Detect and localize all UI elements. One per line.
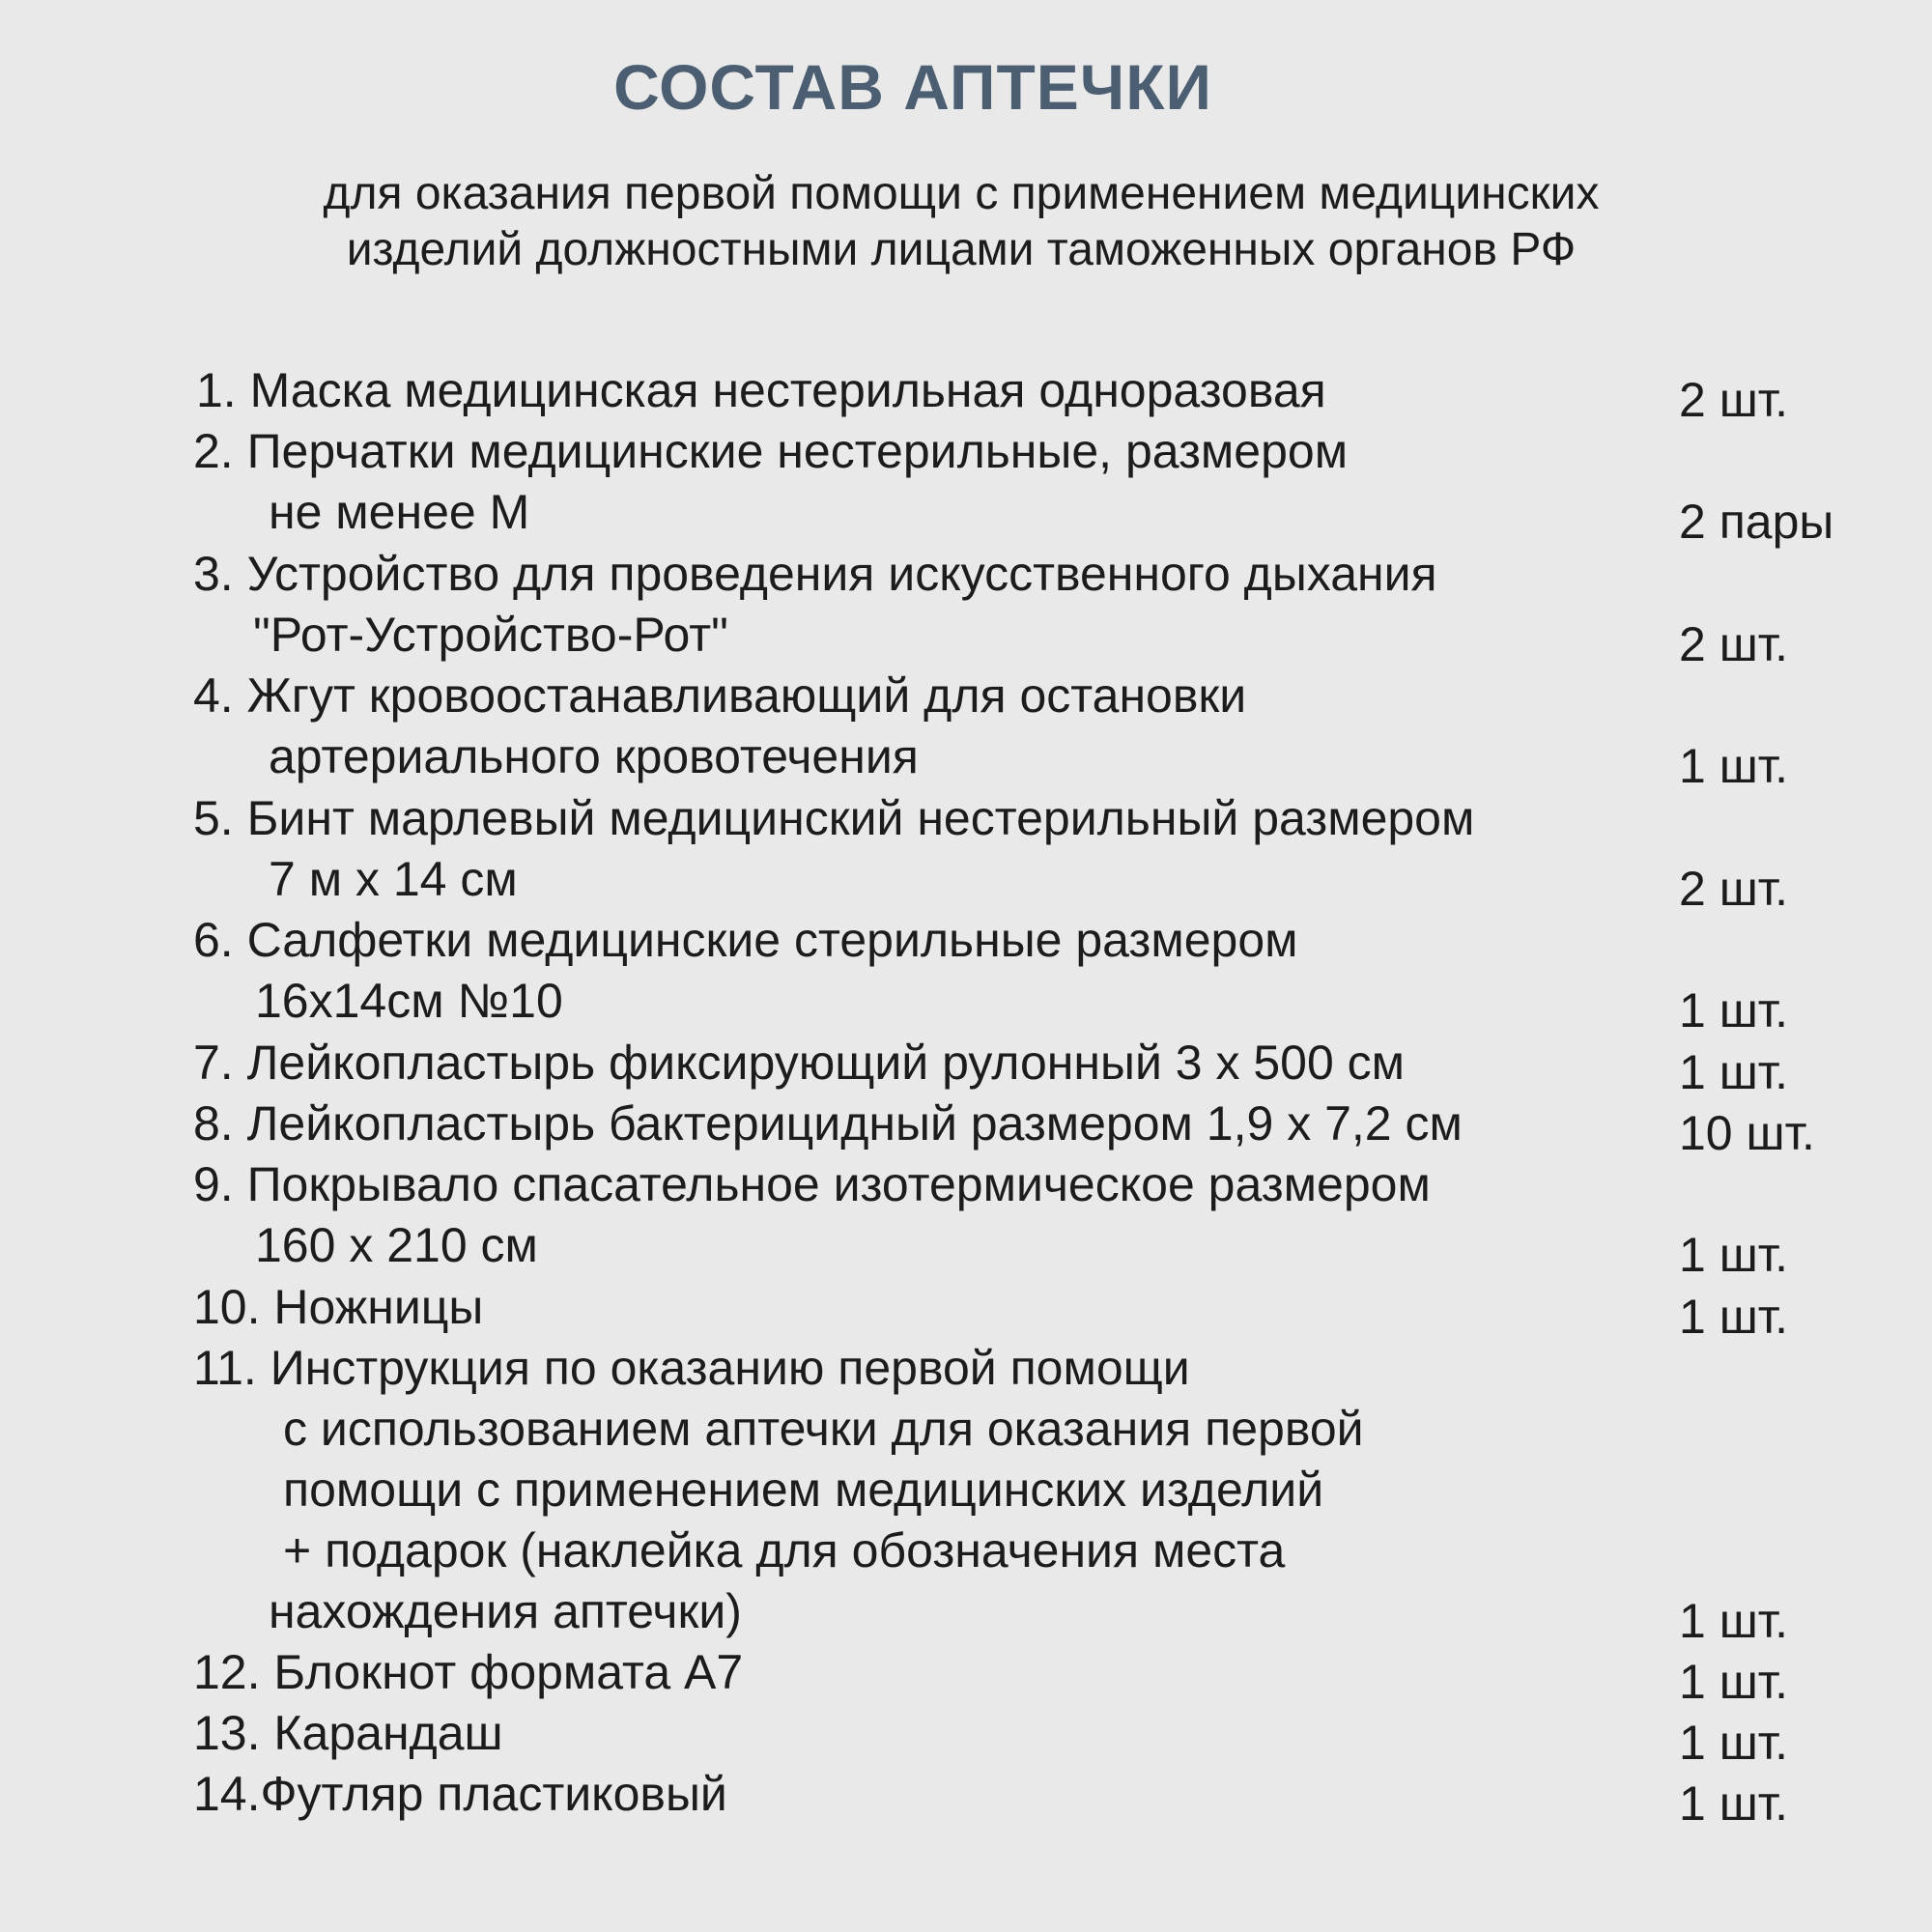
item-1-qty: 2 шт.: [1679, 373, 1789, 427]
item-6-line: 6. Салфетки медицинские стерильные размером: [193, 913, 1298, 967]
item-11-line: + подарок (наклейка для обозначения места: [283, 1523, 1286, 1577]
item-7-line: 7. Лейкопластырь фиксирующий рулонный 3 х 500 см: [193, 1036, 1406, 1090]
item-9-line: 160 х 210 см: [255, 1218, 538, 1272]
item-2-line: 2. Перчатки медицинские нестерильные, размером: [193, 424, 1349, 478]
item-5-qty: 2 шт.: [1679, 862, 1789, 916]
item-6-line: 16х14см №10: [255, 974, 563, 1028]
item-11-line: 11. Инструкция по оказанию первой помощи: [193, 1341, 1190, 1395]
item-10-qty: 1 шт.: [1679, 1290, 1789, 1344]
item-9-qty: 1 шт.: [1679, 1228, 1789, 1282]
item-3-qty: 2 шт.: [1679, 617, 1789, 671]
item-11-line: нахождения аптечки): [269, 1584, 742, 1638]
item-4-line: артериального кровотечения: [269, 729, 919, 783]
item-5-line: 5. Бинт марлевый медицинский нестерильный размером: [193, 791, 1475, 845]
item-3-line: 3. Устройство для проведения искусственного дыхания: [193, 547, 1437, 601]
item-11-line: с использованием аптечки для оказания первой: [283, 1402, 1364, 1456]
item-4-qty: 1 шт.: [1679, 739, 1789, 793]
item-4-line: 4. Жгут кровоостанавливающий для остановки: [193, 668, 1247, 723]
item-11-qty: 1 шт.: [1679, 1594, 1789, 1648]
item-3-line: "Рот-Устройство-Рот": [253, 608, 728, 662]
page-subtitle: [0, 166, 1922, 278]
subtitle-line: изделий должностными лицами таможенных органов РФ: [346, 224, 1577, 275]
item-8-qty: 10 шт.: [1679, 1106, 1815, 1160]
item-14-qty: 1 шт.: [1679, 1776, 1789, 1831]
page-title: СОСТАВ АПТЕЧКИ: [613, 51, 1212, 123]
item-9-line: 9. Покрывало спасательное изотермическое размером: [193, 1157, 1431, 1211]
item-13-line: 13. Карандаш: [193, 1706, 503, 1760]
item-7-qty: 1 шт.: [1679, 1045, 1789, 1099]
item-5-line: 7 м х 14 см: [269, 852, 518, 906]
item-6-qty: 1 шт.: [1679, 983, 1789, 1037]
item-8-line: 8. Лейкопластырь бактерицидный размером 1,9 х 7,2 см: [193, 1096, 1463, 1151]
subtitle-line: для оказания первой помощи с применением медицинских: [323, 168, 1600, 219]
item-2-qty: 2 пары: [1679, 495, 1834, 549]
item-13-qty: 1 шт.: [1679, 1716, 1789, 1770]
item-10-line: 10. Ножницы: [193, 1280, 484, 1334]
item-2-line: не менее М: [269, 485, 530, 539]
item-11-line: помощи с применением медицинских изделий: [283, 1463, 1324, 1517]
item-1-line: 1. Маска медицинская нестерильная одноразовая: [196, 363, 1326, 417]
item-14-line: 14.Футляр пластиковый: [193, 1767, 727, 1821]
item-12-qty: 1 шт.: [1679, 1655, 1789, 1709]
item-12-line: 12. Блокнот формата А7: [193, 1645, 744, 1699]
